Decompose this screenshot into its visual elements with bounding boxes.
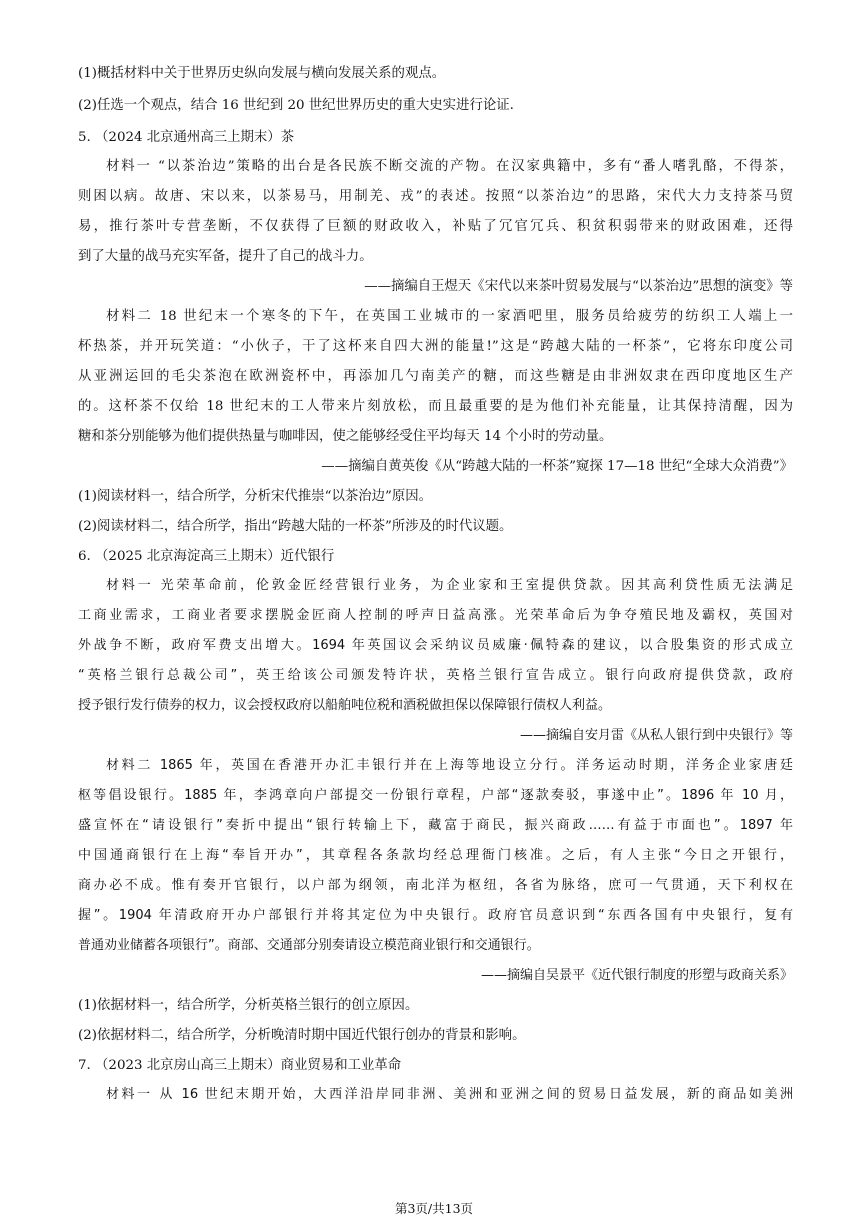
page-footer: 第3页/共13页 xyxy=(394,1201,474,1216)
material-line: 握”。1904 年清政府开办户部银行并将其定位为中央银行。政府官员意识到“东西各国有中央银行，复有 xyxy=(78,908,793,923)
question-heading: 7. （2023 北京房山高三上期末）商业贸易和工业革命 xyxy=(78,1058,402,1073)
material-line: 糖和茶分别能够为他们提供热量与咖啡因，使之能够经受住平均每天 14 个小时的劳动量。 xyxy=(78,429,613,444)
material-line: 杯热茶，并开玩笑道：“小伙子，干了这杯来自四大洲的能量!”这是“跨越大陆的一杯茶”，它将东印度公司 xyxy=(78,339,793,354)
material-line: 材料一 光荣革命前，伦敦金匠经营银行业务，为企业家和王室提供贷款。因其高利贷性质无法满足 xyxy=(106,578,793,593)
source-citation: ——摘编自黄英俊《从“跨越大陆的一杯茶”窥探 17—18 世纪“全球大众消费”》 xyxy=(321,459,793,474)
question-line: (1)依据材料一，结合所学，分析英格兰银行的创立原因。 xyxy=(78,998,419,1013)
material-line: “英格兰银行总裁公司”，英王给该公司颁发特许状，英格兰银行宣告成立。银行向政府提供贷款，政府 xyxy=(78,668,793,683)
material-line: 材料二 1865 年，英国在香港开办汇丰银行并在上海等地设立分行。洋务运动时期，洋务企业家唐廷 xyxy=(106,758,793,773)
material-line: 商办必不成。惟有奏开官银行，以户部为纲领，南北洋为枢纽，各省为脉络，庶可一气贯通，天下利权在 xyxy=(78,878,793,893)
material-line: 材料一 “以茶治边”策略的出台是各民族不断交流的产物。在汉家典籍中，多有“番人嗜乳酪，不得茶， xyxy=(106,159,793,174)
material-line: 的。这杯茶不仅给 18 世纪末的工人带来片刻放松，而且最重要的是为他们补充能量，让其保持清醒，因为 xyxy=(78,399,793,414)
material-line: 工商业需求，工商业者要求摆脱金匠商人控制的呼声日益高涨。光荣革命后为争夺殖民地及霸权，英国对 xyxy=(78,608,793,623)
material-line: 盛宣怀在“请设银行”奏折中提出“银行转输上下，藏富于商民，振兴商政……有益于市面也”。1897 年 xyxy=(78,818,794,833)
source-citation: ——摘编自王煜天《宋代以来茶叶贸易发展与“以茶治边”思想的演变》等 xyxy=(364,279,793,294)
question-heading: 5. （2024 北京通州高三上期末）茶 xyxy=(78,130,295,145)
question-line: (1)阅读材料一，结合所学，分析宋代推崇“以茶治边”原因。 xyxy=(78,489,433,504)
material-line: 易，推行茶叶专营垄断，不仅获得了巨额的财政收入，补贴了冗官冗兵、积贫积弱带来的财政困难，还得 xyxy=(78,219,793,234)
material-line: 从亚洲运回的毛尖茶泡在欧洲瓷杯中，再添加几勺南美产的糖，而这些糖是由非洲奴隶在西印度地区生产 xyxy=(78,369,793,384)
material-line: 枢等倡设银行。1885 年，李鸿章向户部提交一份银行章程，户部“逐款奏驳，事遂中止”。1896 年 10 月， xyxy=(78,788,793,803)
material-line: 外战争不断，政府军费支出增大。1694 年英国议会采纳议员威廉·佩特森的建议，以合股集资的形式成立 xyxy=(78,638,793,653)
material-line: 授予银行发行债券的权力，议会授权政府以船舶吨位税和酒税做担保以保障银行债权人利益。 xyxy=(78,698,612,713)
question-line: (2)任选一个观点，结合 16 世纪到 20 世纪世界历史的重大史实进行论证. xyxy=(78,98,514,113)
source-citation: ——摘编自安月雷《从私人银行到中央银行》等 xyxy=(519,728,793,743)
material-line: 材料一 从 16 世纪末期开始，大西洋沿岸同非洲、美洲和亚洲之间的贸易日益发展，新的商品如美洲 xyxy=(106,1087,793,1102)
material-line: 普通劝业储蓄各项银行”。商部、交通部分别奏请设立模范商业银行和交通银行。 xyxy=(78,938,540,953)
question-heading: 6. （2025 北京海淀高三上期末）近代银行 xyxy=(78,549,335,564)
question-line: (2)阅读材料二，结合所学，指出“跨越大陆的一杯茶”所涉及的时代议题。 xyxy=(78,519,513,534)
material-line: 中国通商银行在上海“奉旨开办”，其章程各条款均经总理衙门核准。之后，有人主张“今日之开银行， xyxy=(78,848,793,863)
source-citation: ——摘编自吴景平《近代银行制度的形塑与政商关系》 xyxy=(480,968,793,983)
material-line: 材料二 18 世纪末一个寒冬的下午，在英国工业城市的一家酒吧里，服务员给疲劳的纺织工人端上一 xyxy=(106,309,793,324)
question-line: (2)依据材料二，结合所学，分析晚清时期中国近代银行创办的背景和影响。 xyxy=(78,1028,526,1043)
material-line: 则困以病。故唐、宋以来，以茶易马，用制羌、戎”的表述。按照“以茶治边”的思路，宋代大力支持茶马贸 xyxy=(78,189,793,204)
material-line: 到了大量的战马充实军备，提升了自己的战斗力。 xyxy=(78,249,373,264)
question-line: (1)概括材料中关于世界历史纵向发展与横向发展关系的观点。 xyxy=(78,66,446,81)
